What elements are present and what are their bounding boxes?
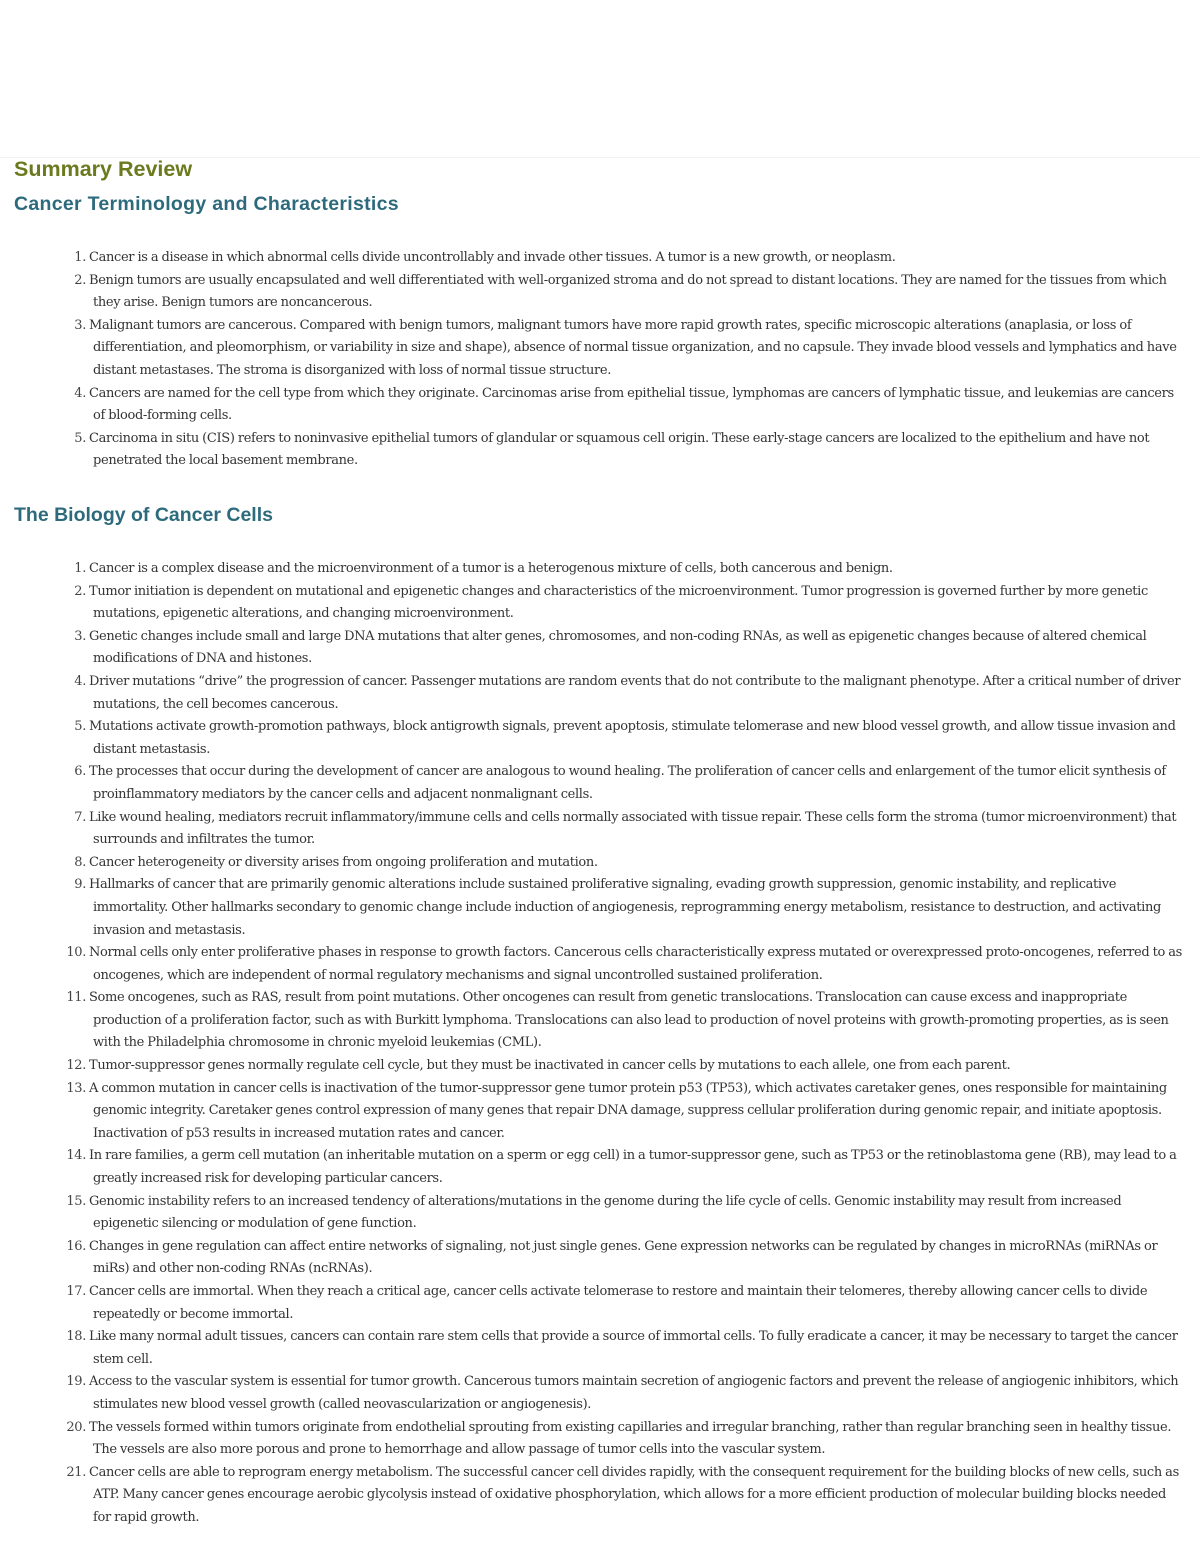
list-item: 7. Like wound healing, mediators recruit inflammatory/immune cells and cells normally associated with tissue repair. These cells form the stroma (tumor microenvironment) that surrounds and infiltrates the tumor. (74, 809, 1177, 848)
list-item: 9. Hallmarks of cancer that are primarily genomic alterations include sustained proliferative signaling, evading growth suppression, genomic instability, and replicative immortality. Other hallmarks secondary to genomic change include induction of angiogenesis, reprogramming energy metabolism, resistance to destruction, and activating invasion and metastasis. (74, 877, 1161, 938)
list-item: 3. Genetic changes include small and large DNA mutations that alter genes, chromosomes, and non-coding RNAs, as well as epigenetic changes because of altered chemical modifications of DNA and histones. (74, 628, 1147, 667)
list-item: 20. The vessels formed within tumors originate from endothelial sprouting from existing capillaries and irregular branching, rather than regular branching seen in healthy tissue. The vessels are also more porous and prone to hemorrhage and allow passage of tumor cells into the vascular system. (66, 1419, 1172, 1458)
list-item: 17. Cancer cells are immortal. When they reach a critical age, cancer cells activate telomerase to restore and maintain their telomeres, thereby allowing cancer cells to divide repeatedly or become immortal. (66, 1284, 1148, 1322)
list-item: 11. Some oncogenes, such as RAS, result from point mutations. Other oncogenes can result from genetic translocations. Translocation can cause excess and inappropriate production of a proliferation factor, such as with Burkitt lymphoma. Translocations can also lead to production of novel proteins with growth-promoting properties, as is seen with the Philadelphia chromosome in chronic myeloid leukemias (CML). (66, 990, 1169, 1051)
list-item: 5. Mutations activate growth-promotion pathways, block antigrowth signals, prevent apoptosis, stimulate telomerase and new blood vessel growth, and allow tissue invasion and distant metastasis. (74, 719, 1176, 757)
list-item: 6. The processes that occur during the development of cancer are analogous to wound healing. The proliferation of cancer cells and enlargement of the tumor elicit synthesis of proinflammatory mediators by the cancer cells and adjacent nonmalignant cells. (74, 764, 1166, 802)
list-item: 14. In rare families, a germ cell mutation (an inheritable mutation on a sperm or egg cell) in a tumor-suppressor gene, such as TP53 or the retinoblastoma gene (RB), may lead to a greatly increased risk for developing particular cancers. (66, 1148, 1177, 1187)
list-item: 2. Tumor initiation is dependent on mutational and epigenetic changes and characteristics of the microenvironment. Tumor progression is governed further by more genetic mutations, epigenetic alterations, and changing microenvironment. (74, 583, 1148, 622)
list-item: 19. Access to the vascular system is essential for tumor growth. Cancerous tumors maintain secretion of angiogenic factors and prevent the release of angiogenic inhibitors, which stimulates new blood vessel growth (called neovascularization or angiogenesis). (66, 1374, 1179, 1412)
section-heading-terminology: Cancer Terminology and Characteristics (14, 193, 399, 215)
biology-list (0, 558, 1186, 1530)
list-item: 2. Benign tumors are usually encapsulated and well differentiated with well-organized stroma and do not spread to distant locations. They are named for the tissues from which they arise. Benign tumors are noncancerous. (74, 272, 1167, 311)
list-item: 21. Cancer cells are able to reprogram energy metabolism. The successful cancer cell divides rapidly, with the consequent requirement for the building blocks of new cells, such as ATP. Many cancer genes encourage aerobic glycolysis instead of oxidative phosphorylation, which allows for a more efficient production of molecular building blocks needed for rapid growth. (66, 1464, 1179, 1525)
list-item: 10. Normal cells only enter proliferative phases in response to growth factors. Cancerous cells characteristically express mutated or overexpressed proto-oncogenes, referred to as oncogenes, which are independent of normal regulatory mechanisms and signal uncontrolled sustained proliferation. (66, 945, 1182, 983)
list-item: 4. Driver mutations “drive” the progression of cancer. Passenger mutations are random events that do not contribute to the malignant phenotype. After a critical number of driver mutations, the cell becomes cancerous. (74, 673, 1181, 712)
terminology-list (0, 247, 1186, 473)
list-item: 8. Cancer heterogeneity or diversity arises from ongoing proliferation and mutation. (74, 854, 598, 870)
list-item: 12. Tumor-suppressor genes normally regulate cell cycle, but they must be inactivated in cancer cells by mutations to each allele, one from each parent. (66, 1058, 1011, 1074)
list-item: 1. Cancer is a complex disease and the microenvironment of a tumor is a heterogenous mixture of cells, both cancerous and benign. (74, 561, 893, 576)
list-item: 5. Carcinoma in situ (CIS) refers to noninvasive epithelial tumors of glandular or squamous cell origin. These early-stage cancers are localized to the epithelium and have not penetrated the local basement membrane. (74, 430, 1150, 469)
list-item: 13. A common mutation in cancer cells is inactivation of the tumor-suppressor gene tumor protein p53 (TP53), which activates caretaker genes, ones responsible for maintaining genomic integrity. Caretaker genes control expression of many genes that repair DNA damage, suppress cellular proliferation during genomic repair, and initiate apoptosis. Inactivation of p53 results in increased mutation rates and cancer. (66, 1080, 1167, 1141)
list-item: 18. Like many normal adult tissues, cancers can contain rare stem cells that provide a source of immortal cells. To fully eradicate a cancer, it may be necessary to target the cancer stem cell. (66, 1329, 1178, 1367)
section-heading-biology: The Biology of Cancer Cells (14, 504, 273, 526)
list-item: 1. Cancer is a disease in which abnormal cells divide uncontrollably and invade other tissues. A tumor is a new growth, or neoplasm. (74, 250, 896, 265)
list-item: 4. Cancers are named for the cell type from which they originate. Carcinomas arise from epithelial tissue, lymphomas are cancers of lymphatic tissue, and leukemias are cancers of blood-forming cells. (74, 385, 1174, 424)
list-item: 3. Malignant tumors are cancerous. Compared with benign tumors, malignant tumors have more rapid growth rates, specific microscopic alterations (anaplasia, or loss of differentiation, and pleomorphism, or variability in size and shape), absence of normal tissue organization, and no capsule. They invade blood vessels and lymphatics and have distant metastases. The stroma is disorganized with loss of normal tissue structure. (74, 317, 1177, 378)
list-item: 15. Genomic instability refers to an increased tendency of alterations/mutations in the genome during the life cycle of cells. Genomic instability may result from increased epigenetic silencing or modulation of gene function. (66, 1193, 1122, 1232)
list-item: 16. Changes in gene regulation can affect entire networks of signaling, not just single genes. Gene expression networks can be regulated by changes in microRNAs (miRNAs or miRs) and other non-coding RNAs (ncRNAs). (66, 1238, 1158, 1277)
page-title: Summary Review (14, 157, 193, 181)
